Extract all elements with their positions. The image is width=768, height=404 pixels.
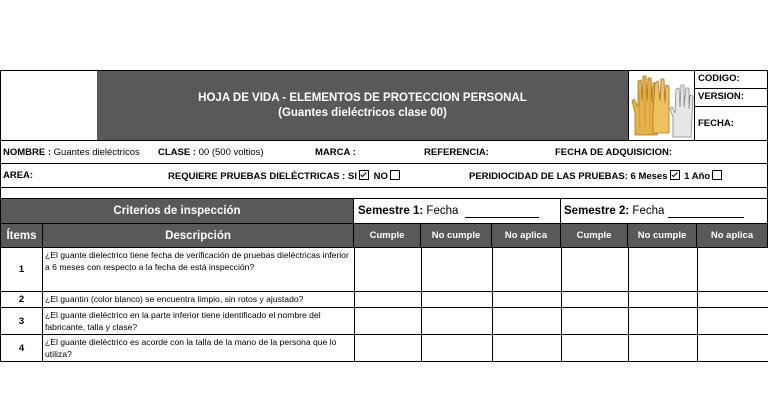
fecha-label: FECHA:: [698, 118, 734, 129]
requiere-label: REQUIERE PRUEBAS DIELÉCTRICAS :: [168, 171, 346, 182]
semestre-2-fecha: Fecha: [632, 205, 665, 217]
s1-no-aplica-header: No aplica: [492, 224, 561, 247]
un-ano-label: 1 Año: [684, 171, 711, 182]
semestre-1-date-line[interactable]: [465, 217, 539, 218]
meta-box: [694, 70, 768, 141]
table-row-4-num: 4: [1, 335, 43, 362]
answer-cell-row-3-s2-no-cumple[interactable]: [629, 308, 698, 335]
answer-cell-row-2-s1-no-aplica[interactable]: [493, 292, 562, 308]
items-header: Ítems: [1, 224, 43, 247]
table-row-4-desc: ¿El guante dieléctrico es acorde con la talla de la mano de la persona que lo utiliza?: [43, 335, 355, 362]
answer-cell-row-3-s2-no-aplica[interactable]: [698, 308, 768, 335]
answer-cell-row-4-s2-cumple[interactable]: [562, 335, 629, 362]
nombre-field: [3, 147, 140, 158]
marca-label: MARCA :: [315, 147, 356, 158]
answer-cell-row-4-s1-cumple[interactable]: [355, 335, 422, 362]
requiere-pruebas-field: [168, 170, 402, 182]
area-label: AREA:: [3, 170, 34, 181]
version-label: VERSION:: [698, 91, 744, 102]
answer-cell-row-1-s1-no-aplica[interactable]: [493, 247, 562, 292]
document-title: [97, 70, 628, 141]
table-body: [0, 247, 768, 362]
table-row-1-num: 1: [1, 247, 43, 292]
seis-meses-label: 6 Meses: [630, 171, 668, 182]
clase-label: CLASE :: [158, 147, 196, 158]
semestre-1-fecha: Fecha: [426, 205, 459, 217]
table-row-3-desc: ¿El guante dieléctrico en la parte inferior tiene identificado el nombre del fabricante, talla y clase?: [43, 308, 355, 335]
no-label: NO: [373, 171, 388, 182]
answer-cell-row-2-s1-cumple[interactable]: [355, 292, 422, 308]
table-row-3-num: 3: [1, 308, 43, 335]
s1-cumple-header: Cumple: [354, 224, 421, 247]
semestre-2-header: [560, 198, 768, 224]
answer-cell-row-3-s1-no-cumple[interactable]: [422, 308, 493, 335]
answer-cell-row-3-s2-cumple[interactable]: [562, 308, 629, 335]
descripcion-header: Descripción: [43, 224, 354, 247]
nombre-value: Guantes dieléctricos: [53, 147, 140, 158]
info-row-1: [0, 140, 768, 164]
title-line-2: (Guantes dieléctricos clase 00): [278, 106, 447, 119]
title-line-1: HOJA DE VIDA - ELEMENTOS DE PROTECCION PERSONAL: [198, 91, 527, 104]
answer-cell-row-1-s2-no-aplica[interactable]: [698, 247, 768, 292]
un-ano-checkbox[interactable]: [712, 170, 722, 180]
answer-cell-row-1-s1-cumple[interactable]: [355, 247, 422, 292]
semestre-2-label: Semestre 2:: [564, 205, 630, 217]
table-row-1-desc: ¿El guante dielectrico tiene fecha de verificación de pruebas dieléctricas inferior a 6 meses con respecto a la fecha de está inspección?: [43, 247, 355, 292]
info-row-2: [0, 163, 768, 188]
s2-cumple-header: Cumple: [561, 224, 628, 247]
answer-cell-row-3-s1-no-aplica[interactable]: [493, 308, 562, 335]
meta-divider-2: [695, 106, 767, 107]
nombre-label: NOMBRE :: [3, 147, 52, 158]
si-checkbox[interactable]: [359, 170, 369, 180]
semestre-1-label: Semestre 1:: [358, 205, 424, 217]
no-checkbox[interactable]: [390, 170, 400, 180]
si-label: SI: [348, 171, 357, 182]
answer-cell-row-1-s2-cumple[interactable]: [562, 247, 629, 292]
answer-cell-row-4-s2-no-cumple[interactable]: [629, 335, 698, 362]
s2-no-aplica-header: No aplica: [710, 230, 754, 241]
seis-meses-checkbox[interactable]: [670, 170, 680, 180]
semestre-1-text: [358, 205, 458, 217]
gloves-image: [628, 70, 695, 141]
s2-no-cumple-header: No cumple: [628, 224, 697, 247]
answer-cell-row-4-s1-no-cumple[interactable]: [422, 335, 493, 362]
column-header-row: [0, 223, 768, 248]
referencia-label: REFERENCIA:: [424, 147, 489, 158]
s1-no-cumple-header: No cumple: [421, 224, 492, 247]
codigo-label: CODIGO:: [698, 73, 740, 84]
answer-cell-row-4-s1-no-aplica[interactable]: [493, 335, 562, 362]
semestre-1-header: [353, 198, 561, 224]
table-row-2-num: 2: [1, 292, 43, 308]
dielectric-gloves-icon: [629, 71, 695, 141]
periodicidad-label: PERIDIOCIDAD DE LAS PRUEBAS:: [469, 171, 628, 182]
answer-cell-row-1-s1-no-cumple[interactable]: [422, 247, 493, 292]
clase-value: 00 (500 voltios): [198, 147, 264, 158]
fecha-adquisicion-label: FECHA DE ADQUISICION:: [555, 147, 672, 158]
table-row-2-desc: ¿El guantin (color blanco) se encuentra limpio, sin rotos y ajustado?: [43, 292, 355, 308]
answer-cell-row-2-s2-no-cumple[interactable]: [629, 292, 698, 308]
answer-cell-row-2-s1-no-cumple[interactable]: [422, 292, 493, 308]
periodicidad-field: [469, 170, 724, 182]
answer-cell-row-1-s2-no-cumple[interactable]: [629, 247, 698, 292]
clase-field: [158, 147, 264, 158]
logo-box: [0, 70, 98, 141]
semestre-2-text: [564, 205, 664, 217]
answer-cell-row-4-s2-no-aplica[interactable]: [698, 335, 768, 362]
answer-cell-row-2-s2-cumple[interactable]: [562, 292, 629, 308]
answer-cell-row-3-s1-cumple[interactable]: [355, 308, 422, 335]
semestre-2-date-line[interactable]: [668, 217, 744, 218]
criterios-header: Criterios de inspección: [0, 198, 354, 224]
meta-divider-1: [695, 88, 767, 89]
answer-cell-row-2-s2-no-aplica[interactable]: [698, 292, 768, 308]
